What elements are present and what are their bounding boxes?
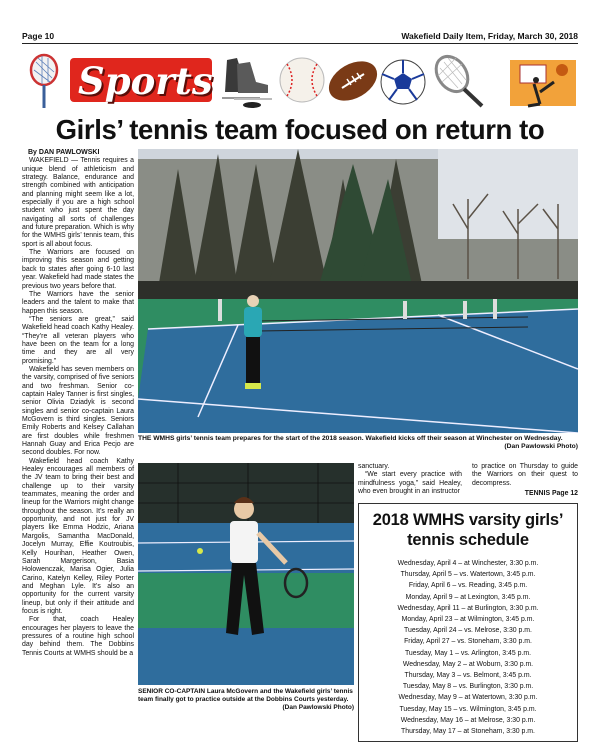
schedule-list (359, 558, 577, 737)
schedule-title: 2018 WMHS varsity girls’ tennis schedule (372, 511, 564, 549)
schedule-item: Wednesday, April 4 – at Winchester, 3:30 p.m. (397, 560, 539, 567)
mcgovern-photo (138, 463, 354, 685)
football-icon (322, 53, 384, 108)
schedule-item: Friday, April 6 – vs. Reading, 3:45 p.m. (408, 582, 528, 590)
schedule-item: Wednesday, May 2 – at Woburn, 3:30 p.m. (402, 660, 534, 668)
article-column-4: to practice on Thursday to guide the Warriors on their quest to decompress. (472, 463, 578, 487)
paragraph: The Warriors are focused on improving this season and getting back to states after going 6-10 last year. Wakefield had made states the previous two years before that. (22, 249, 134, 290)
schedule-box (358, 503, 578, 742)
caption-text: THE WMHS girls’ tennis team prepares for the start of the 2018 season. Wakefield kicks off their season at Winchester on Wednesday. (138, 435, 563, 442)
photo-caption-2 (138, 688, 354, 713)
schedule-item: Thursday, May 17 – at Stoneham, 3:30 p.m. (401, 728, 535, 736)
paragraph: For that, coach Healey encourages her players to leave the pressures of a routine high school day behind them. The Dobbins Tennis Courts at WMHS should be a (22, 616, 134, 657)
hockey-skates-icon (222, 58, 272, 108)
byline: By DAN PAWLOWSKI (28, 149, 100, 156)
page-number: Page 10 (22, 31, 55, 41)
sports-section-title: Sports (70, 58, 212, 102)
player-figure (244, 295, 262, 389)
schedule-item: Tuesday, May 1 – vs. Arlington, 3:45 p.m. (404, 649, 531, 657)
article-column-3 (358, 463, 462, 496)
schedule-item: Thursday, April 5 – vs. Watertown, 3:45 p.m. (400, 571, 536, 579)
photo-credit: (Dan Pawlowski Photo) (504, 443, 578, 451)
photo-credit: (Dan Pawlowski Photo) (282, 704, 354, 712)
paragraph: sanctuary. (358, 463, 390, 470)
paragraph: Wakefield has seven members on the varsity, comprised of five seniors and two freshman. Senior co-captain Haley Tanner is first singles, senior Olivia Dziadyk is second singles and senior co-captain Laura McGovern is third singles. Seniors Emily Roberts and Kelsey Callahan are first doubles while freshmen Hannah Guay and Erica Pecjo are second doubles. For now. (22, 365, 134, 457)
page-header (22, 30, 578, 44)
paragraph: “The seniors are great,” said Wakefield head coach Kathy Healey. “They’re all veteran players who have been on the team for a long time and they are all very promising.” (22, 315, 134, 365)
lacrosse-stick-icon (31, 55, 57, 108)
schedule-item: Thursday, May 3 – vs. Belmont, 3:45 p.m. (404, 672, 532, 680)
schedule-item: Monday, April 23 – at Wilmington, 3:45 p.m. (401, 616, 535, 624)
schedule-item: Friday, April 27 – vs. Stoneham, 3:30 p.m. (404, 638, 532, 646)
paragraph: “We start every practice with mindfulness yoga,” said Healey, who even brought in an instructor (358, 471, 462, 496)
photo-caption-1 (138, 435, 578, 451)
schedule-item: Wednesday, May 16 – at Melrose, 3:30 p.m. (400, 716, 536, 724)
schedule-item: Monday, April 9 – at Lexington, 3:45 p.m. (405, 593, 531, 601)
basketball-icon (510, 60, 576, 106)
baseball-icon (280, 58, 324, 102)
tennis-racquet-icon (430, 52, 482, 106)
headline: Girls’ tennis team focused on return to (55, 114, 545, 145)
team-practice-photo (138, 149, 578, 433)
sports-banner (22, 52, 578, 110)
caption-text: SENIOR CO-CAPTAIN Laura McGovern and the Wakefield girls’ tennis team finally got to practice outside at the Dobbins Courts yesterday. (138, 688, 353, 704)
schedule-item: Tuesday, April 24 – vs. Melrose, 3:30 p.m. (404, 627, 532, 635)
paper-dateline: Wakefield Daily Item, Friday, March 30, 2018 (401, 31, 578, 41)
schedule-item: Wednesday, April 11 – at Burlington, 3:30 p.m. (397, 604, 539, 612)
paragraph: WAKEFIELD — Tennis requires a unique blend of athleticism and strategy. Balance, endurance and strength combined with anticipation and planning might seem like a lot, especially if you are a high school student who just spent the day navigating all sorts of challenges and future preparation. Which is why for the WMHS girls’ tennis team, this sport is all about focus. (22, 157, 134, 248)
schedule-item: Wednesday, May 9 – at Watertown, 3:30 p.m. (398, 694, 538, 702)
paragraph: The Warriors have the senior leaders and the talent to make that happen this season. (22, 290, 134, 315)
schedule-item: Tuesday, May 8 – vs. Burlington, 3:30 p.m. (402, 683, 534, 691)
paragraph: Wakefield head coach Kathy Healey encourages all members of the JV team to bring their best and challenge up to their varsity teammates, meaning the order and lineup for the Warriors might change throughout the season. It’s really an opportunity, and not just for JV players like Emma Hodzic, Ariana Margolis, Samantha MacDonald, Jocelyn Murray, Effie Koutroubis, Kelly Hourihan, Heather Owen, Sarah Margerison, Basia Holowenczak, Marisa Ogier, Julia Carino, Katelyn Kelley, Riley Porter and Meghan Lyle. It’s also an opportunity for the current varsity lineup, but only if their attitude and focus is right. (22, 457, 134, 615)
article-column-1 (22, 149, 134, 658)
jump-line: TENNIS Page 12 (524, 490, 578, 497)
schedule-item: Tuesday, May 15 – vs. Wilmington, 3:45 p.m. (399, 705, 537, 713)
soccer-ball-icon (381, 60, 425, 104)
